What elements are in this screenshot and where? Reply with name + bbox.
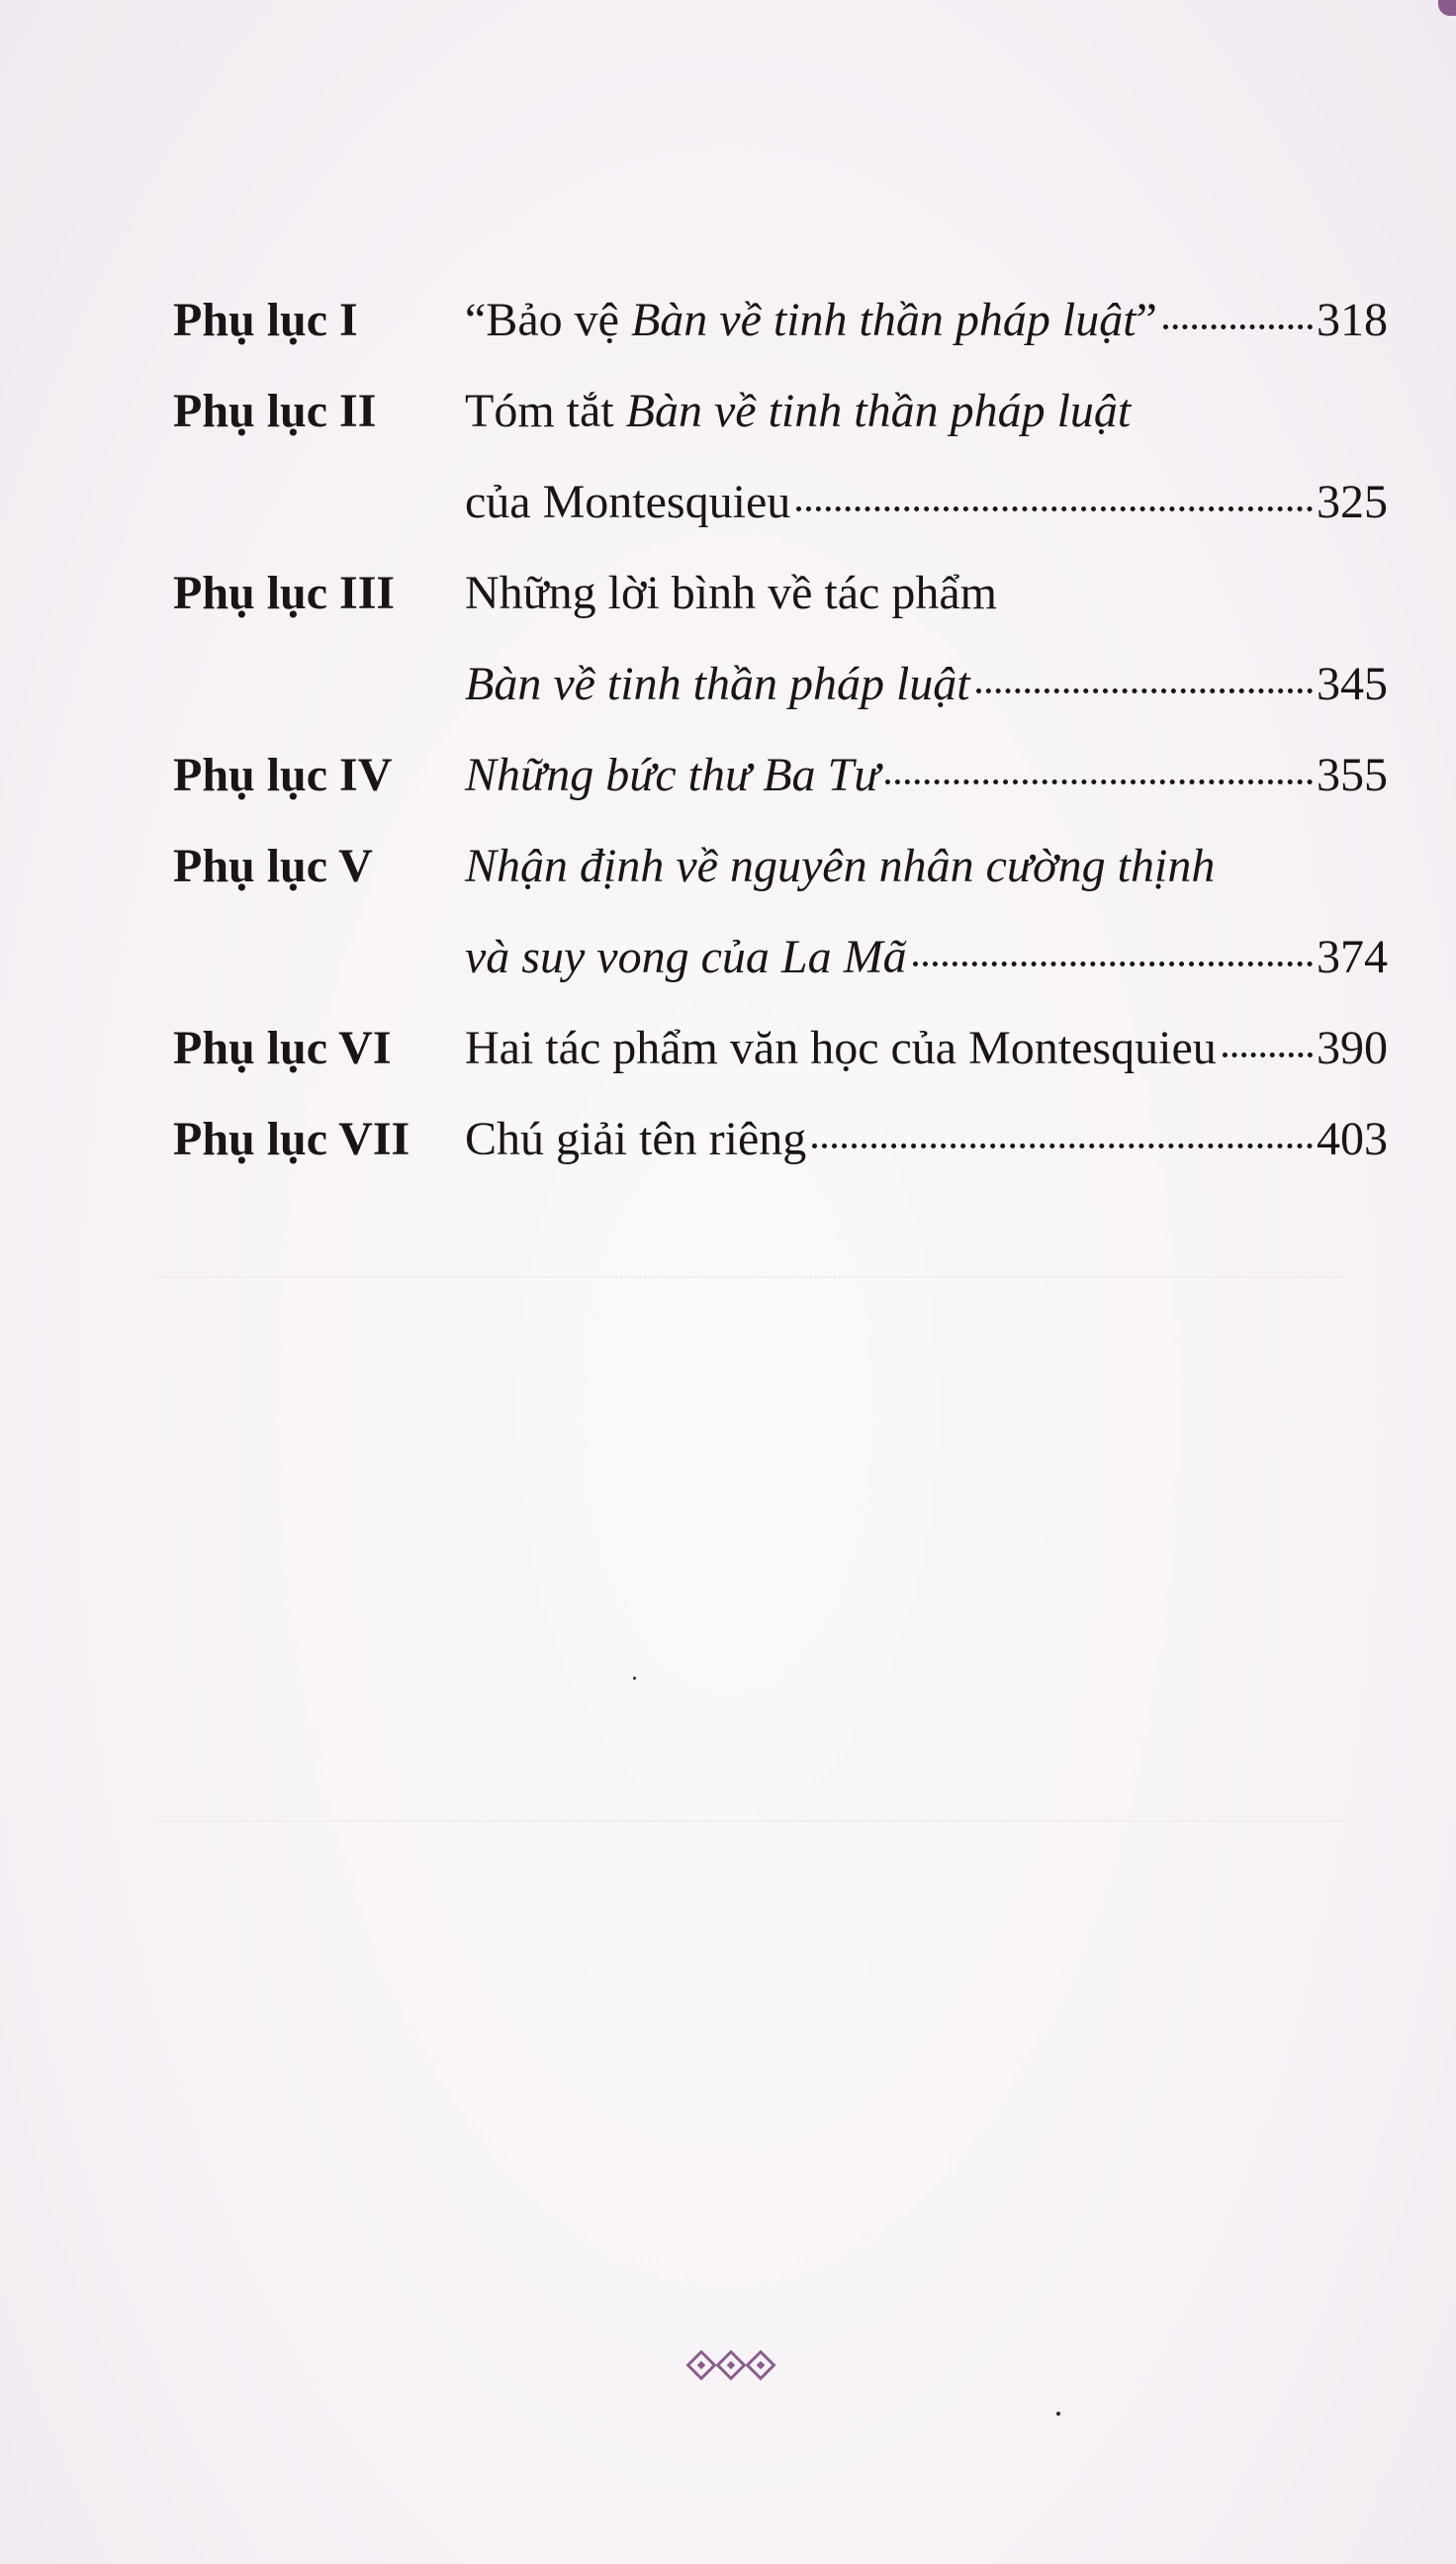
entry-title-line bbox=[465, 366, 1388, 457]
title-plain-text: Tóm tắt bbox=[465, 385, 626, 437]
toc-entry bbox=[173, 275, 1388, 366]
toc-entry bbox=[173, 1094, 1388, 1185]
work-title-italic: Nhận định về nguyên nhân cường thịnh bbox=[465, 840, 1216, 892]
entry-title-line bbox=[465, 457, 1388, 548]
page-number: 403 bbox=[1317, 1113, 1388, 1165]
appendix-label: Phụ lục III bbox=[173, 567, 396, 619]
appendix-table-of-contents bbox=[173, 275, 1388, 1185]
entry-title-line bbox=[465, 275, 1388, 366]
work-title-italic: Những bức thư Ba Tư bbox=[465, 749, 880, 801]
entry-title-text bbox=[465, 730, 879, 821]
appendix-label: Phụ lục II bbox=[173, 385, 377, 437]
title-plain-text: Hai tác phẩm văn học của Montesquieu bbox=[465, 1022, 1217, 1074]
diamond-ornament-icon bbox=[715, 2349, 746, 2380]
dot-leader bbox=[1163, 324, 1313, 329]
title-plain-text: Những lời bình về tác phẩm bbox=[465, 567, 997, 619]
ink-speck bbox=[633, 1677, 636, 1680]
dot-leader bbox=[913, 962, 1313, 966]
entry-title-block bbox=[465, 821, 1388, 1003]
dot-leader bbox=[812, 1144, 1313, 1148]
entry-title-line bbox=[465, 1003, 1388, 1094]
corner-mark bbox=[1438, 0, 1456, 16]
entry-title-line bbox=[465, 1094, 1388, 1185]
title-suffix-text: ” bbox=[1136, 294, 1157, 346]
work-title-italic: Bàn về tinh thần pháp luật bbox=[465, 658, 970, 710]
entry-title-block bbox=[465, 275, 1388, 366]
page-number: 325 bbox=[1317, 476, 1388, 528]
diamond-ornament-icon bbox=[690, 2354, 772, 2376]
show-through-lines bbox=[158, 1810, 1345, 1822]
title-plain-text: Chú giải tên riêng bbox=[465, 1113, 807, 1165]
entry-title-text bbox=[465, 567, 997, 619]
work-title-italic: Bàn về tinh thần pháp luật bbox=[625, 385, 1132, 437]
entry-title-line bbox=[465, 912, 1388, 1003]
title-plain-text: “Bảo vệ bbox=[465, 294, 631, 346]
entry-title-text bbox=[465, 385, 1131, 437]
toc-entry bbox=[173, 730, 1388, 821]
page-number: 374 bbox=[1317, 931, 1388, 983]
toc-entry bbox=[173, 366, 1388, 548]
appendix-label: Phụ lục IV bbox=[173, 749, 393, 801]
entry-title-text bbox=[465, 840, 1215, 892]
ink-speck bbox=[1056, 2412, 1060, 2416]
dot-leader bbox=[796, 506, 1313, 511]
title-plain-text: của Montesquieu bbox=[465, 476, 791, 528]
entry-title-block bbox=[465, 548, 1388, 730]
entry-title-text bbox=[465, 1003, 1217, 1094]
page-number: 318 bbox=[1317, 294, 1388, 346]
entry-title-block bbox=[465, 730, 1388, 821]
toc-entry bbox=[173, 548, 1388, 730]
entry-title-block bbox=[465, 1094, 1388, 1185]
entry-title-text bbox=[465, 275, 1157, 366]
work-title-italic: và suy vong của La Mã bbox=[465, 931, 907, 983]
entry-title-text bbox=[465, 1094, 806, 1185]
entry-title-text bbox=[465, 457, 790, 548]
entry-title-line bbox=[465, 639, 1388, 730]
diamond-ornament-icon bbox=[685, 2349, 716, 2380]
page-number: 390 bbox=[1317, 1022, 1388, 1074]
toc-entry bbox=[173, 1003, 1388, 1094]
entry-title-text bbox=[465, 639, 970, 730]
appendix-label: Phụ lục V bbox=[173, 840, 373, 892]
appendix-label: Phụ lục I bbox=[173, 294, 358, 346]
dot-leader bbox=[1223, 1053, 1313, 1057]
entry-title-line bbox=[465, 821, 1388, 912]
page-number: 355 bbox=[1317, 749, 1388, 801]
show-through-lines bbox=[158, 1266, 1345, 1278]
appendix-label: Phụ lục VI bbox=[173, 1022, 392, 1074]
entry-title-block bbox=[465, 1003, 1388, 1094]
work-title-italic: Bàn về tinh thần pháp luật bbox=[630, 294, 1137, 346]
page-number: 345 bbox=[1317, 658, 1388, 710]
entry-title-text bbox=[465, 912, 907, 1003]
dot-leader bbox=[976, 688, 1313, 693]
entry-title-line bbox=[465, 730, 1388, 821]
appendix-label: Phụ lục VII bbox=[173, 1113, 410, 1165]
diamond-ornament-icon bbox=[745, 2349, 775, 2380]
entry-title-line bbox=[465, 548, 1388, 639]
dot-leader bbox=[885, 779, 1313, 784]
entry-title-block bbox=[465, 366, 1388, 548]
toc-entry bbox=[173, 821, 1388, 1003]
